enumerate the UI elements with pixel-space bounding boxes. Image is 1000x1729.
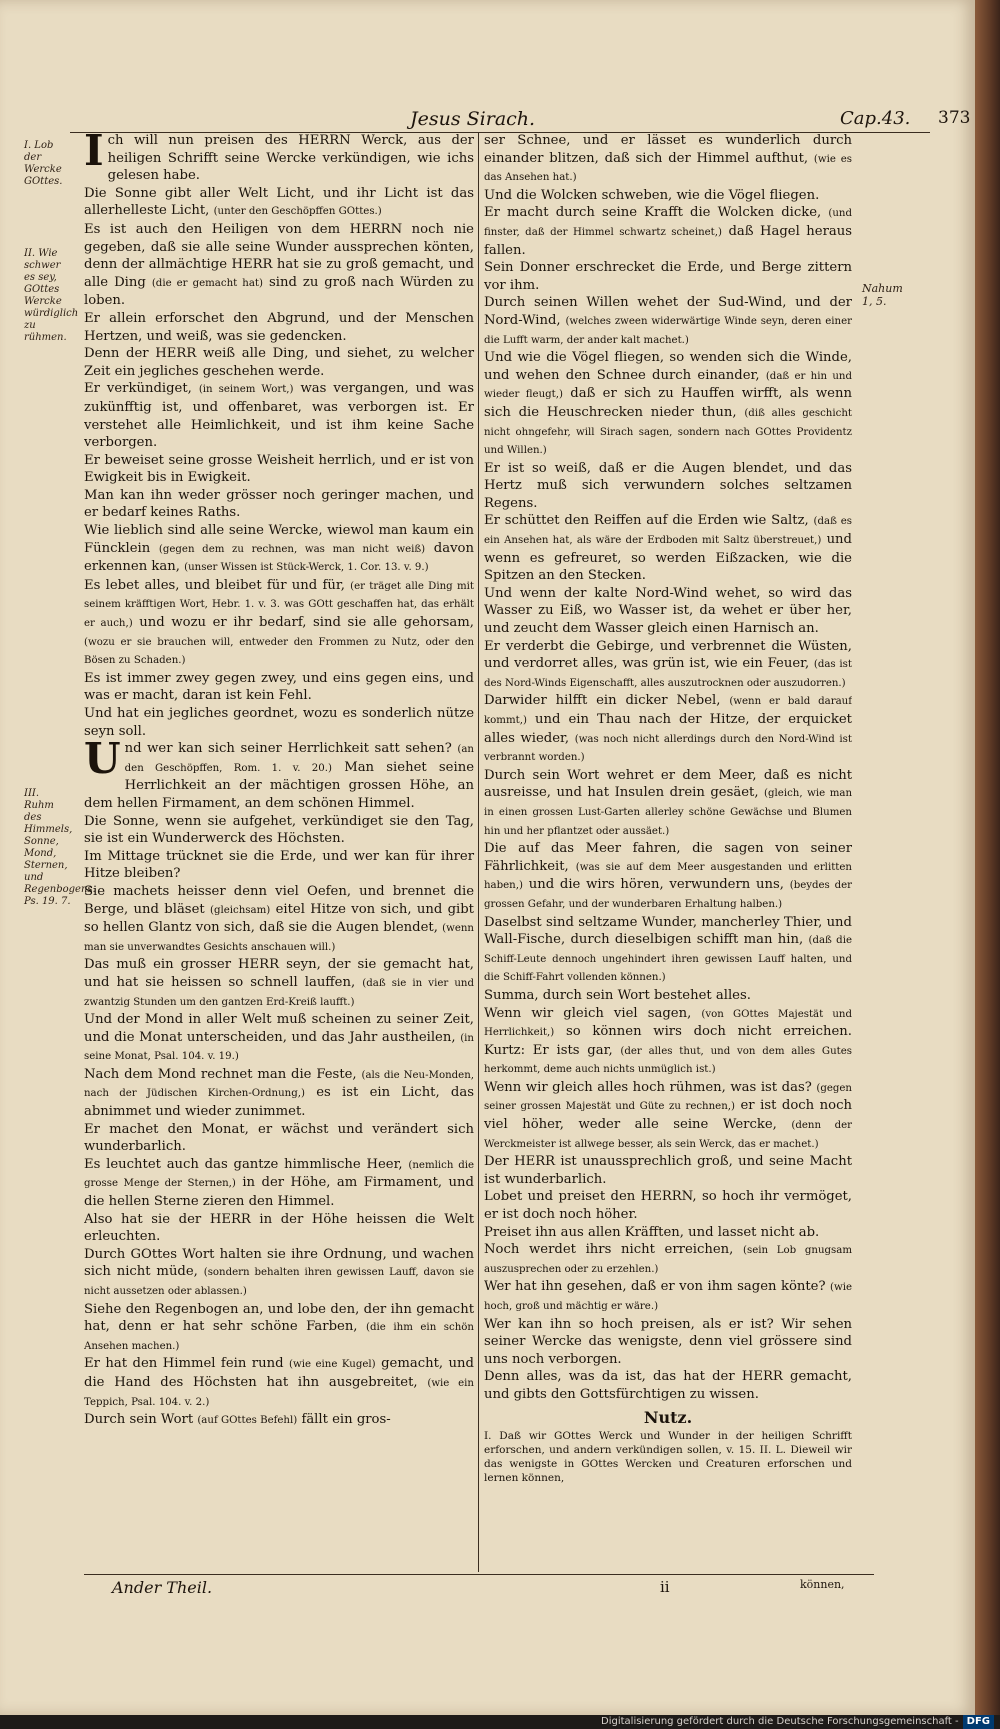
verse-text: sind zu groß nach Würden zu loben. bbox=[84, 274, 474, 309]
verse-text: Durch sein Wort bbox=[84, 1412, 194, 1428]
verse bbox=[484, 460, 852, 513]
verse bbox=[484, 1005, 852, 1079]
verse bbox=[484, 132, 852, 187]
chapter-label: Cap.43. bbox=[840, 108, 911, 129]
verse bbox=[484, 294, 852, 349]
verse-text: Die Sonne, wenn sie aufgehet, verkündiget sie den Tag, sie ist ein Wunderwerck des Höchsten. bbox=[84, 813, 474, 847]
gloss-text: (auf GOttes Befehl) bbox=[197, 1415, 298, 1427]
gloss-text: (in seine Monat, Psal. 104. v. 19.) bbox=[84, 1032, 474, 1063]
verse bbox=[484, 512, 852, 584]
verse-text: nd wer kan sich seiner Herrlichkeit satt sehen? bbox=[124, 741, 452, 757]
verse bbox=[484, 1241, 852, 1278]
margin-ref: Nahum 1, 5. bbox=[862, 282, 903, 308]
verse bbox=[84, 705, 474, 740]
verse-text: Die auf das Meer fahren, die sagen von seiner Fährlichkeit, bbox=[484, 841, 852, 874]
verse-text: ch will nun preisen des HERRN Werck, aus der heiligen Schrifft seine Wercke verkündigen, wie ichs gelesen habe. bbox=[107, 133, 474, 184]
verse-text: er ist doch noch viel höher, weder alle seine Wercke, bbox=[484, 1098, 852, 1133]
verse-text: Lobet und preiset den HERRN, so hoch ihr vermöget, er ist doch noch höher. bbox=[484, 1189, 852, 1223]
verse bbox=[484, 349, 852, 460]
verse-text: Es leuchtet auch das gantze himmlische Heer, bbox=[84, 1156, 403, 1172]
verse-text: Wer kan ihn so hoch preisen, als er ist? Wir sehen seiner Wercke das wenigste, denn viel grössere sind uns noch verborgen. bbox=[484, 1316, 852, 1367]
verse bbox=[484, 1368, 852, 1403]
verse bbox=[84, 883, 474, 956]
gloss-text: (wenn er bald darauf kommt,) bbox=[484, 696, 852, 726]
initial-letter: I bbox=[84, 132, 104, 175]
verse-text: eitel Hitze von sich, und gibt so hellen Glantz von sich, daß sie die Augen blendet, bbox=[84, 901, 474, 936]
verse-text: Sie machets heisser denn viel Oefen, und brennet die Berge, und bläset bbox=[84, 883, 474, 917]
gloss-text: (was sie auf dem Meer ausgestanden und erlitten haben,) bbox=[484, 861, 852, 892]
verse-text: davon erkennen kan, bbox=[84, 540, 474, 575]
gloss-text: (was noch nicht allerdings durch den Nord-Wind ist verbrannt worden.) bbox=[484, 733, 852, 764]
digitization-note: Digitalisierung gefördert durch die Deutsche Forschungsgemeinschaft - bbox=[601, 1716, 959, 1727]
verse-text: und wozu er ihr bedarf, sind sie alle gehorsam, bbox=[139, 615, 474, 631]
verse-text: Der HERR ist unaussprechlich groß, und seine Macht ist wunderbarlich. bbox=[484, 1154, 852, 1187]
verse bbox=[84, 452, 474, 487]
verse-text: Er hat den Himmel fein rund bbox=[84, 1356, 284, 1372]
gloss-text: (unser Wissen ist Stück-Werck, 1. Cor. 13. v. 9.) bbox=[184, 562, 429, 574]
gloss-text: (gleichsam) bbox=[210, 904, 271, 916]
verse bbox=[84, 1011, 474, 1066]
gloss-text: (als die Neu-Monden, nach der Jüdischen Kirchen-Ordnung,) bbox=[84, 1069, 474, 1100]
verse-text: Durch sein Wort wehret er dem Meer, daß es nicht ausreisse, und hat Insulen drein gesäet, bbox=[484, 767, 852, 801]
gloss-text: (von GOttes Majestät und Herrlichkeit,) bbox=[484, 1008, 852, 1039]
verse bbox=[84, 1411, 474, 1430]
verse bbox=[84, 1211, 474, 1246]
nutz-text: I. Daß wir GOttes Werck und Wunder in der heiligen Schrifft erforschen, und andern verkündigen sollen, v. 15. II. L. Dieweil wir das wenigste in GOttes Wercken und Creaturen erforschen und lernen können, bbox=[484, 1429, 852, 1484]
verse-text: Er macht durch seine Krafft die Wolcken dicke, bbox=[484, 205, 822, 221]
verse-text: Er ist so weiß, daß er die Augen blendet, und das Hertz muß sich verwundern solches seltzamen Regens. bbox=[484, 460, 852, 511]
verse bbox=[484, 187, 852, 205]
gloss-text: (in seinem Wort,) bbox=[198, 384, 294, 396]
verse-text: Und wie die Vögel fliegen, so wenden sich die Winde, und wehen den Schnee durch einander, bbox=[484, 350, 852, 383]
verse-text: Man kan ihn weder grösser noch geringer machen, und er bedarf keines Raths. bbox=[84, 487, 474, 521]
verse bbox=[84, 577, 474, 670]
right-text-column bbox=[480, 132, 852, 1572]
gloss-text: (wie ein Teppich, Psal. 104. v. 2.) bbox=[84, 1377, 474, 1408]
verse-text: Preiset ihn aus allen Kräfften, und lasset nicht ab. bbox=[484, 1224, 820, 1240]
verse-text: Und die Wolcken schweben, wie die Vögel fliegen. bbox=[484, 187, 820, 203]
gloss-text: (sondern behalten ihren gewissen Lauff, davon sie nicht aussetzen oder ablassen.) bbox=[84, 1267, 474, 1297]
left-text-column bbox=[84, 132, 479, 1572]
gloss-text: (wie es das Ansehen hat.) bbox=[484, 153, 852, 184]
book-spine bbox=[975, 0, 1000, 1715]
gloss-text: (er träget alle Ding mit seinem kräfftigen Wort, Hebr. 1. v. 3. was GOtt geschaffen hat, das erhält er auch,) bbox=[84, 580, 474, 630]
verse bbox=[84, 380, 474, 451]
part-label: Ander Theil. bbox=[112, 1578, 213, 1597]
margin-note-3: III. Ruhm des Himmels, Sonne, Mond, Sternen, und Regenbogens. Ps. 19. 7. bbox=[24, 788, 96, 907]
gloss-text: (wenn man sie unverwandtes Gesichts anschauen will.) bbox=[84, 923, 474, 953]
verse-text: und ein Thau nach der Hitze, der erquicket alles wieder, bbox=[484, 712, 852, 746]
signature-mark: ii bbox=[660, 1578, 670, 1596]
verse-text: Darwider hilfft ein dicker Nebel, bbox=[484, 693, 721, 709]
gloss-text: (unter den Geschöpffen GOttes.) bbox=[213, 206, 382, 218]
verse bbox=[484, 1153, 852, 1188]
verse-text: Er schüttet den Reiffen auf die Erden wie Saltz, bbox=[484, 513, 809, 529]
margin-note-1: I. Lob der Wercke GOttes. bbox=[24, 140, 63, 187]
verse bbox=[84, 1355, 474, 1411]
gloss-text: (diß alles geschicht nicht ohngefehr, will Sirach sagen, sondern nach GOttes Providentz und Willen.) bbox=[484, 407, 852, 457]
verse-text: Es lebet alles, und bleibet für und für, bbox=[84, 577, 345, 593]
verse-text: Es ist auch den Heiligen von dem HERRN noch nie gegeben, daß sie alle seine Wunder aussprechen könten, denn der allmächtige HERR hat sie zu groß gemacht, und alle Ding bbox=[84, 221, 474, 290]
verse bbox=[84, 670, 474, 705]
verse-text: daß Hagel heraus fallen. bbox=[484, 223, 852, 258]
gloss-text: (die ihm ein schön Ansehen machen.) bbox=[84, 1322, 474, 1352]
verse bbox=[84, 848, 474, 883]
verse-text: fällt ein gros- bbox=[301, 1412, 391, 1428]
verse-text: Das muß ein grosser HERR seyn, der sie gemacht hat, und hat sie heissen so schnell lauffen, bbox=[84, 957, 474, 990]
gloss-text: (daß er hin und wieder fleugt,) bbox=[484, 370, 852, 401]
nutz-heading: Nutz. bbox=[643, 1407, 693, 1427]
verse bbox=[484, 914, 852, 987]
verse bbox=[484, 259, 852, 294]
verse-text: Durch seinen Willen wehet der Sud-Wind, und der Nord-Wind, bbox=[484, 295, 852, 328]
verse bbox=[84, 956, 474, 1011]
verse bbox=[84, 734, 474, 812]
verse-text: Also hat sie der HERR in der Höhe heissen die Welt erleuchten. bbox=[84, 1211, 474, 1245]
verse bbox=[84, 1301, 474, 1356]
verse-text: Und hat ein jegliches geordnet, wozu es sonderlich nütze seyn soll. bbox=[84, 706, 474, 739]
verse bbox=[84, 185, 474, 221]
verse bbox=[484, 840, 852, 913]
verse bbox=[84, 345, 474, 380]
verse-text: Und der Mond in aller Welt muß scheinen zu seiner Zeit, und die Monat unterscheiden, und das Jahr austheilen, bbox=[84, 1012, 474, 1045]
gloss-text: (das ist des Nord-Winds Eigenschafft, alles auszutrocknen oder auszudorren.) bbox=[484, 659, 852, 689]
gloss-text: (gegen seiner grossen Majestät und Güte zu rechnen,) bbox=[484, 1082, 852, 1113]
verse bbox=[484, 1278, 852, 1315]
gloss-text: (daß es ein Ansehen hat, als wäre der Erdboden mit Saltz überstreuet,) bbox=[484, 516, 852, 547]
verse-text: Siehe den Regenbogen an, und lobe den, der ihn gemacht hat, denn er hat sehr schöne Farben, bbox=[84, 1301, 474, 1335]
gloss-text: (der alles thut, und von dem alles Gutes herkommt, deme auch nichts unmüglich ist.) bbox=[484, 1045, 852, 1076]
digitization-bar bbox=[0, 1715, 1000, 1729]
verse-text: und die wirs hören, verwundern uns, bbox=[528, 877, 784, 893]
gloss-text: (gleich, wie man in einen grossen Lust-Garten allerley schöne Gewächse und Blumen hin und her pflantzet oder aussäet.) bbox=[484, 788, 852, 837]
verse-text: Wer hat ihn gesehen, daß er von ihm sagen könte? bbox=[484, 1279, 826, 1295]
gloss-text: (gegen dem zu rechnen, was man nicht weiß) bbox=[158, 543, 426, 555]
verse-text: Er beweiset seine grosse Weisheit herrlich, und er ist von Ewigkeit bis in Ewigkeit. bbox=[84, 452, 474, 486]
verse-text: und wenn es gefreuret, so werden Eißzacken, wie die Spitzen an den Stecken. bbox=[484, 532, 852, 584]
verse-text: Durch GOttes Wort halten sie ihre Ordnung, und wachen sich nicht müde, bbox=[84, 1246, 474, 1280]
verse bbox=[84, 1121, 474, 1156]
verse bbox=[484, 692, 852, 766]
margin-note-2: II. Wie schwer es sey, GOttes Wercke würdiglich zu rühmen. bbox=[24, 248, 79, 343]
bottom-rule bbox=[84, 1574, 874, 1575]
verse-text: Wie lieblich sind alle seine Wercke, wiewol man kaum ein Füncklein bbox=[84, 523, 474, 556]
verse bbox=[484, 767, 852, 840]
verse-text: Er machet den Monat, er wächst und verändert sich wunderbarlich. bbox=[84, 1121, 474, 1155]
verse bbox=[84, 221, 474, 310]
gloss-text: (an den Geschöpffen, Rom. 1. v. 20.) bbox=[124, 744, 474, 774]
verse bbox=[484, 987, 852, 1005]
gloss-text: (die er gemacht hat) bbox=[151, 277, 263, 289]
initial-letter: U bbox=[84, 734, 121, 784]
gloss-text: (wie eine Kugel) bbox=[289, 1359, 376, 1371]
verse bbox=[484, 585, 852, 638]
gloss-text: (denn der Werckmeister ist allwege besser, als sein Werck, das er machet.) bbox=[484, 1120, 852, 1150]
book-title: Jesus Sirach. bbox=[410, 108, 536, 130]
verse-text: Im Mittage trücknet sie die Erde, und wer kan für ihrer Hitze bleiben? bbox=[84, 848, 474, 882]
verse-text: was vergangen, und was zukünfftig ist, und offenbaret, was verborgen ist. Er verstehet alle Heimlichkeit, und ist ihm keine Sache verborgen. bbox=[84, 381, 474, 451]
gloss-text: (welches zween widerwärtige Winde seyn, deren einer die Lufft warm, der ander kalt machet.) bbox=[484, 315, 852, 346]
gloss-text: (sein Lob gnugsam auszusprechen oder zu erzehlen.) bbox=[484, 1245, 852, 1275]
verse-text: Man siehet seine Herrlichkeit an der mächtigen grossen Höhe, an dem hellen Firmament, an dem schönen Himmel. bbox=[84, 759, 474, 811]
verse-text: daß er sich zu Hauffen wirfft, als wenn sich die Heuschrecken nieder thun, bbox=[484, 386, 852, 420]
verse bbox=[84, 310, 474, 345]
dfg-logo: DFG bbox=[963, 1715, 994, 1729]
verse bbox=[484, 1079, 852, 1153]
verse-text: Nach dem Mond rechnet man die Feste, bbox=[84, 1066, 357, 1082]
catchword: können, bbox=[800, 1578, 845, 1591]
verse bbox=[484, 1188, 852, 1223]
verse bbox=[84, 132, 474, 185]
verse-text: Summa, durch sein Wort bestehet alles. bbox=[484, 987, 751, 1003]
gloss-text: (wie hoch, groß und mächtig er wäre.) bbox=[484, 1282, 852, 1312]
verse-text: Wenn wir gleich viel sagen, bbox=[484, 1005, 692, 1021]
verse-text: Denn alles, was da ist, das hat der HERR gemacht, und gibts den Gottsfürchtigen zu wissen. bbox=[484, 1369, 852, 1402]
verse bbox=[84, 1156, 474, 1211]
page-number: 373 bbox=[938, 108, 971, 128]
verse-text: Daselbst sind seltzame Wunder, mancherley Thier, und Wall-Fische, durch dieselbigen schifft man hin, bbox=[484, 914, 852, 948]
verse-text: Noch werdet ihrs nicht erreichen, bbox=[484, 1242, 734, 1258]
verse bbox=[84, 1066, 474, 1121]
verse bbox=[484, 1316, 852, 1369]
verse-text: Er allein erforschet den Abgrund, und der Menschen Hertzen, und weiß, was sie gedencken. bbox=[84, 310, 474, 344]
verse bbox=[84, 813, 474, 848]
verse-text: ser Schnee, und er lässet es wunderlich durch einander blitzen, daß sich der Himmel aufthut, bbox=[484, 133, 852, 166]
verse-text: es ist ein Licht, das abnimmet und wieder zunimmet. bbox=[84, 1085, 475, 1120]
gloss-text: (und finster, daß der Himmel schwartz scheinet,) bbox=[484, 208, 852, 238]
verse bbox=[84, 1246, 474, 1301]
verse-text: in der Höhe, am Firmament, und die hellen Sterne zieren den Himmel. bbox=[84, 1175, 474, 1210]
gloss-text: (nemlich die grosse Menge der Sternen,) bbox=[84, 1159, 475, 1190]
verse-text: Er verderbt die Gebirge, und verbrennet die Wüsten, und verdorret alles, was grün ist, wie ein Feuer, bbox=[484, 638, 852, 672]
gloss-text: (wozu er sie brauchen will, entweder den Frommen zu Nutz, oder den Bösen zu Schaden.) bbox=[84, 636, 474, 667]
verse bbox=[484, 1224, 852, 1242]
gloss-text: (daß die Schiff-Leute dennoch ungehindert ihren gewissen Lauff halten, und die Schiff-Fahrt vollenden können.) bbox=[484, 935, 852, 984]
verse-text: Die Sonne gibt aller Welt Licht, und ihr Licht ist das allerhelleste Licht, bbox=[84, 185, 474, 219]
gloss-text: (daß sie in vier und zwantzig Stunden um den gantzen Erd-Kreiß laufft.) bbox=[84, 977, 474, 1008]
gloss-text: (beydes der grossen Gefahr, und der wunderbaren Erhaltung halben.) bbox=[484, 880, 852, 910]
running-head bbox=[70, 108, 971, 133]
verse bbox=[84, 487, 474, 522]
verse-text: so können wirs doch nicht erreichen. Kurtz: Er ists gar, bbox=[484, 1024, 852, 1058]
verse-text: Er verkündiget, bbox=[84, 381, 192, 397]
verse bbox=[484, 638, 852, 693]
verse bbox=[84, 522, 474, 577]
verse-text: gemacht, und die Hand des Höchsten hat ihn ausgebreitet, bbox=[84, 1356, 474, 1390]
verse-text: Und wenn der kalte Nord-Wind wehet, so wird das Wasser zu Eiß, wo Wasser ist, da wehet er über her, und zeucht dem Wasser gleich einen Harnisch an. bbox=[484, 585, 852, 637]
verse-text: Denn der HERR weiß alle Ding, und siehet, zu welcher Zeit ein jegliches geschehen werde. bbox=[84, 346, 474, 379]
verse-text: Es ist immer zwey gegen zwey, und eins gegen eins, und was er macht, daran ist kein Fehl. bbox=[84, 670, 474, 704]
verse-text: Sein Donner erschrecket die Erde, und Berge zittern vor ihm. bbox=[484, 260, 852, 293]
verse-text: Wenn wir gleich alles hoch rühmen, was ist das? bbox=[484, 1079, 812, 1095]
verse bbox=[484, 204, 852, 259]
